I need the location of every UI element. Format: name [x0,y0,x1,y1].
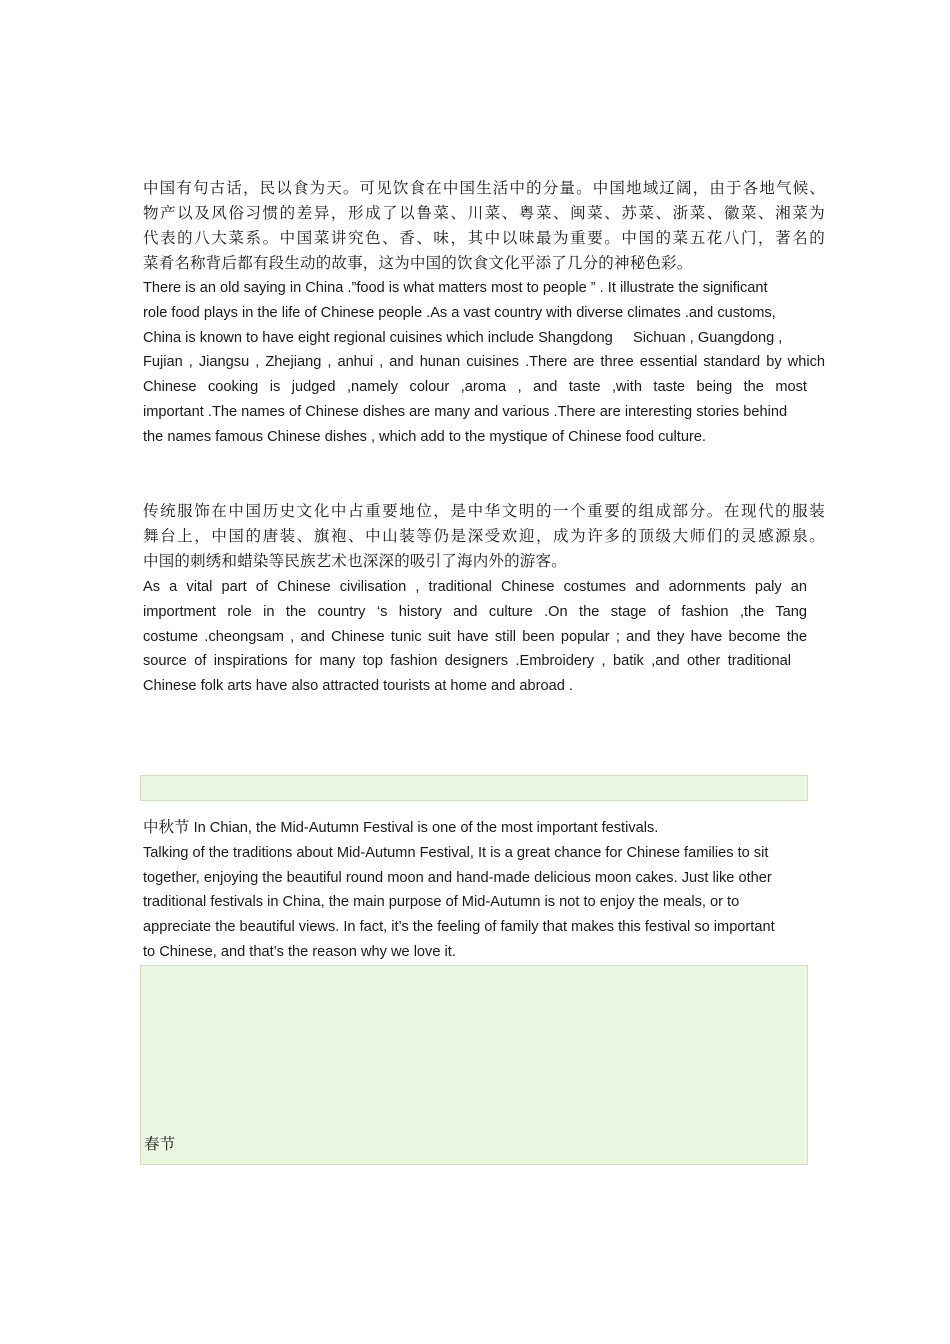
shaded-box-top [140,775,808,801]
mid-autumn-paragraph [143,815,833,965]
mid-autumn-heading-zh: 中秋节 [143,818,190,836]
food-english-line-4: Fujian , Jiangsu , Zhejiang , anhui , and hunan cuisines .There are three essential standard by which [143,354,825,371]
spring-festival-heading: 春节 [144,1135,176,1153]
food-english-line-2: role food plays in the life of Chinese people .As a vast country with diverse climates .and customs, [143,304,776,321]
food-chinese-line-2: 物产以及风俗习惯的差异，形成了以鲁菜、川菜、粤菜、闽菜、苏菜、浙菜、徽菜、湘菜为 [143,204,825,222]
mid-autumn-line-5: to Chinese, and that’s the reason why we love it. [143,943,456,960]
food-english-line-6: important .The names of Chinese dishes are many and various .There are interesting stories behind [143,403,788,420]
food-chinese-line-4: 菜肴名称背后都有段生动的故事，这为中国的饮食文化平添了几分的神秘色彩。 [143,254,693,272]
mid-autumn-line-2: together, enjoying the beautiful round moon and hand-made delicious moon cakes. Just like other [143,869,772,886]
food-chinese-line-1: 中国有句古话，民以食为天。可见饮食在中国生活中的分量。中国地域辽阔，由于各地气候、 [143,179,825,197]
mid-autumn-heading-line [143,815,833,841]
mid-autumn-line-1: Talking of the traditions about Mid-Autumn Festival, It is a great chance for Chinese families to sit [143,844,769,861]
mid-autumn-heading-en: In Chian, the Mid-Autumn Festival is one of the most important festivals. [189,820,659,836]
food-english-line-3: China is known to have eight regional cuisines which include Shangdong Sichuan , Guangdong , [143,329,783,346]
mid-autumn-line-3: traditional festivals in China, the main purpose of Mid-Autumn is not to enjoy the meals, or to [143,894,740,911]
shaded-box-spring-festival [140,965,808,1165]
costume-chinese-line-1: 传统服饰在中国历史文化中占重要地位，是中华文明的一个重要的组成部分。在现代的服装 [143,502,825,520]
costume-chinese-line-2: 舞台上，中国的唐装、旗袍、中山装等仍是深受欢迎，成为许多的顶级大师们的灵感源泉。 [143,527,825,545]
costume-english-line-3: costume .cheongsam , and Chinese tunic suit have still been popular ; and they have become the [143,628,807,645]
mid-autumn-line-4: appreciate the beautiful views. In fact, it’s the feeling of family that makes this festival so important [143,919,775,936]
costume-chinese-line-3: 中国的刺绣和蜡染等民族艺术也深深的吸引了海内外的游客。 [143,552,567,570]
food-english-line-7: the names famous Chinese dishes , which add to the mystique of Chinese food culture. [143,428,706,445]
costume-english-paragraph [143,575,807,699]
food-english-line-1: There is an old saying in China .”food is what matters most to people ” . It illustrate the significant [143,280,768,296]
costume-english-line-5: Chinese folk arts have also attracted tourists at home and abroad . [143,678,573,695]
costume-english-line-1: As a vital part of Chinese civilisation , traditional Chinese costumes and adornments paly an [143,579,807,595]
food-english-paragraph [143,276,825,450]
food-chinese-paragraph [143,176,825,276]
food-english-line-5: Chinese cooking is judged ,namely colour ,aroma , and taste ,with taste being the most [143,379,807,396]
costume-english-line-4: source of inspirations for many top fashion designers .Embroidery , batik ,and other traditional [143,653,791,670]
costume-english-line-2: importment role in the country ‘s history and culture .On the stage of fashion ,the Tang [143,603,807,620]
food-chinese-line-3: 代表的八大菜系。中国菜讲究色、香、味，其中以味最为重要。中国的菜五花八门，著名的 [143,229,825,247]
costume-chinese-paragraph [143,499,825,574]
